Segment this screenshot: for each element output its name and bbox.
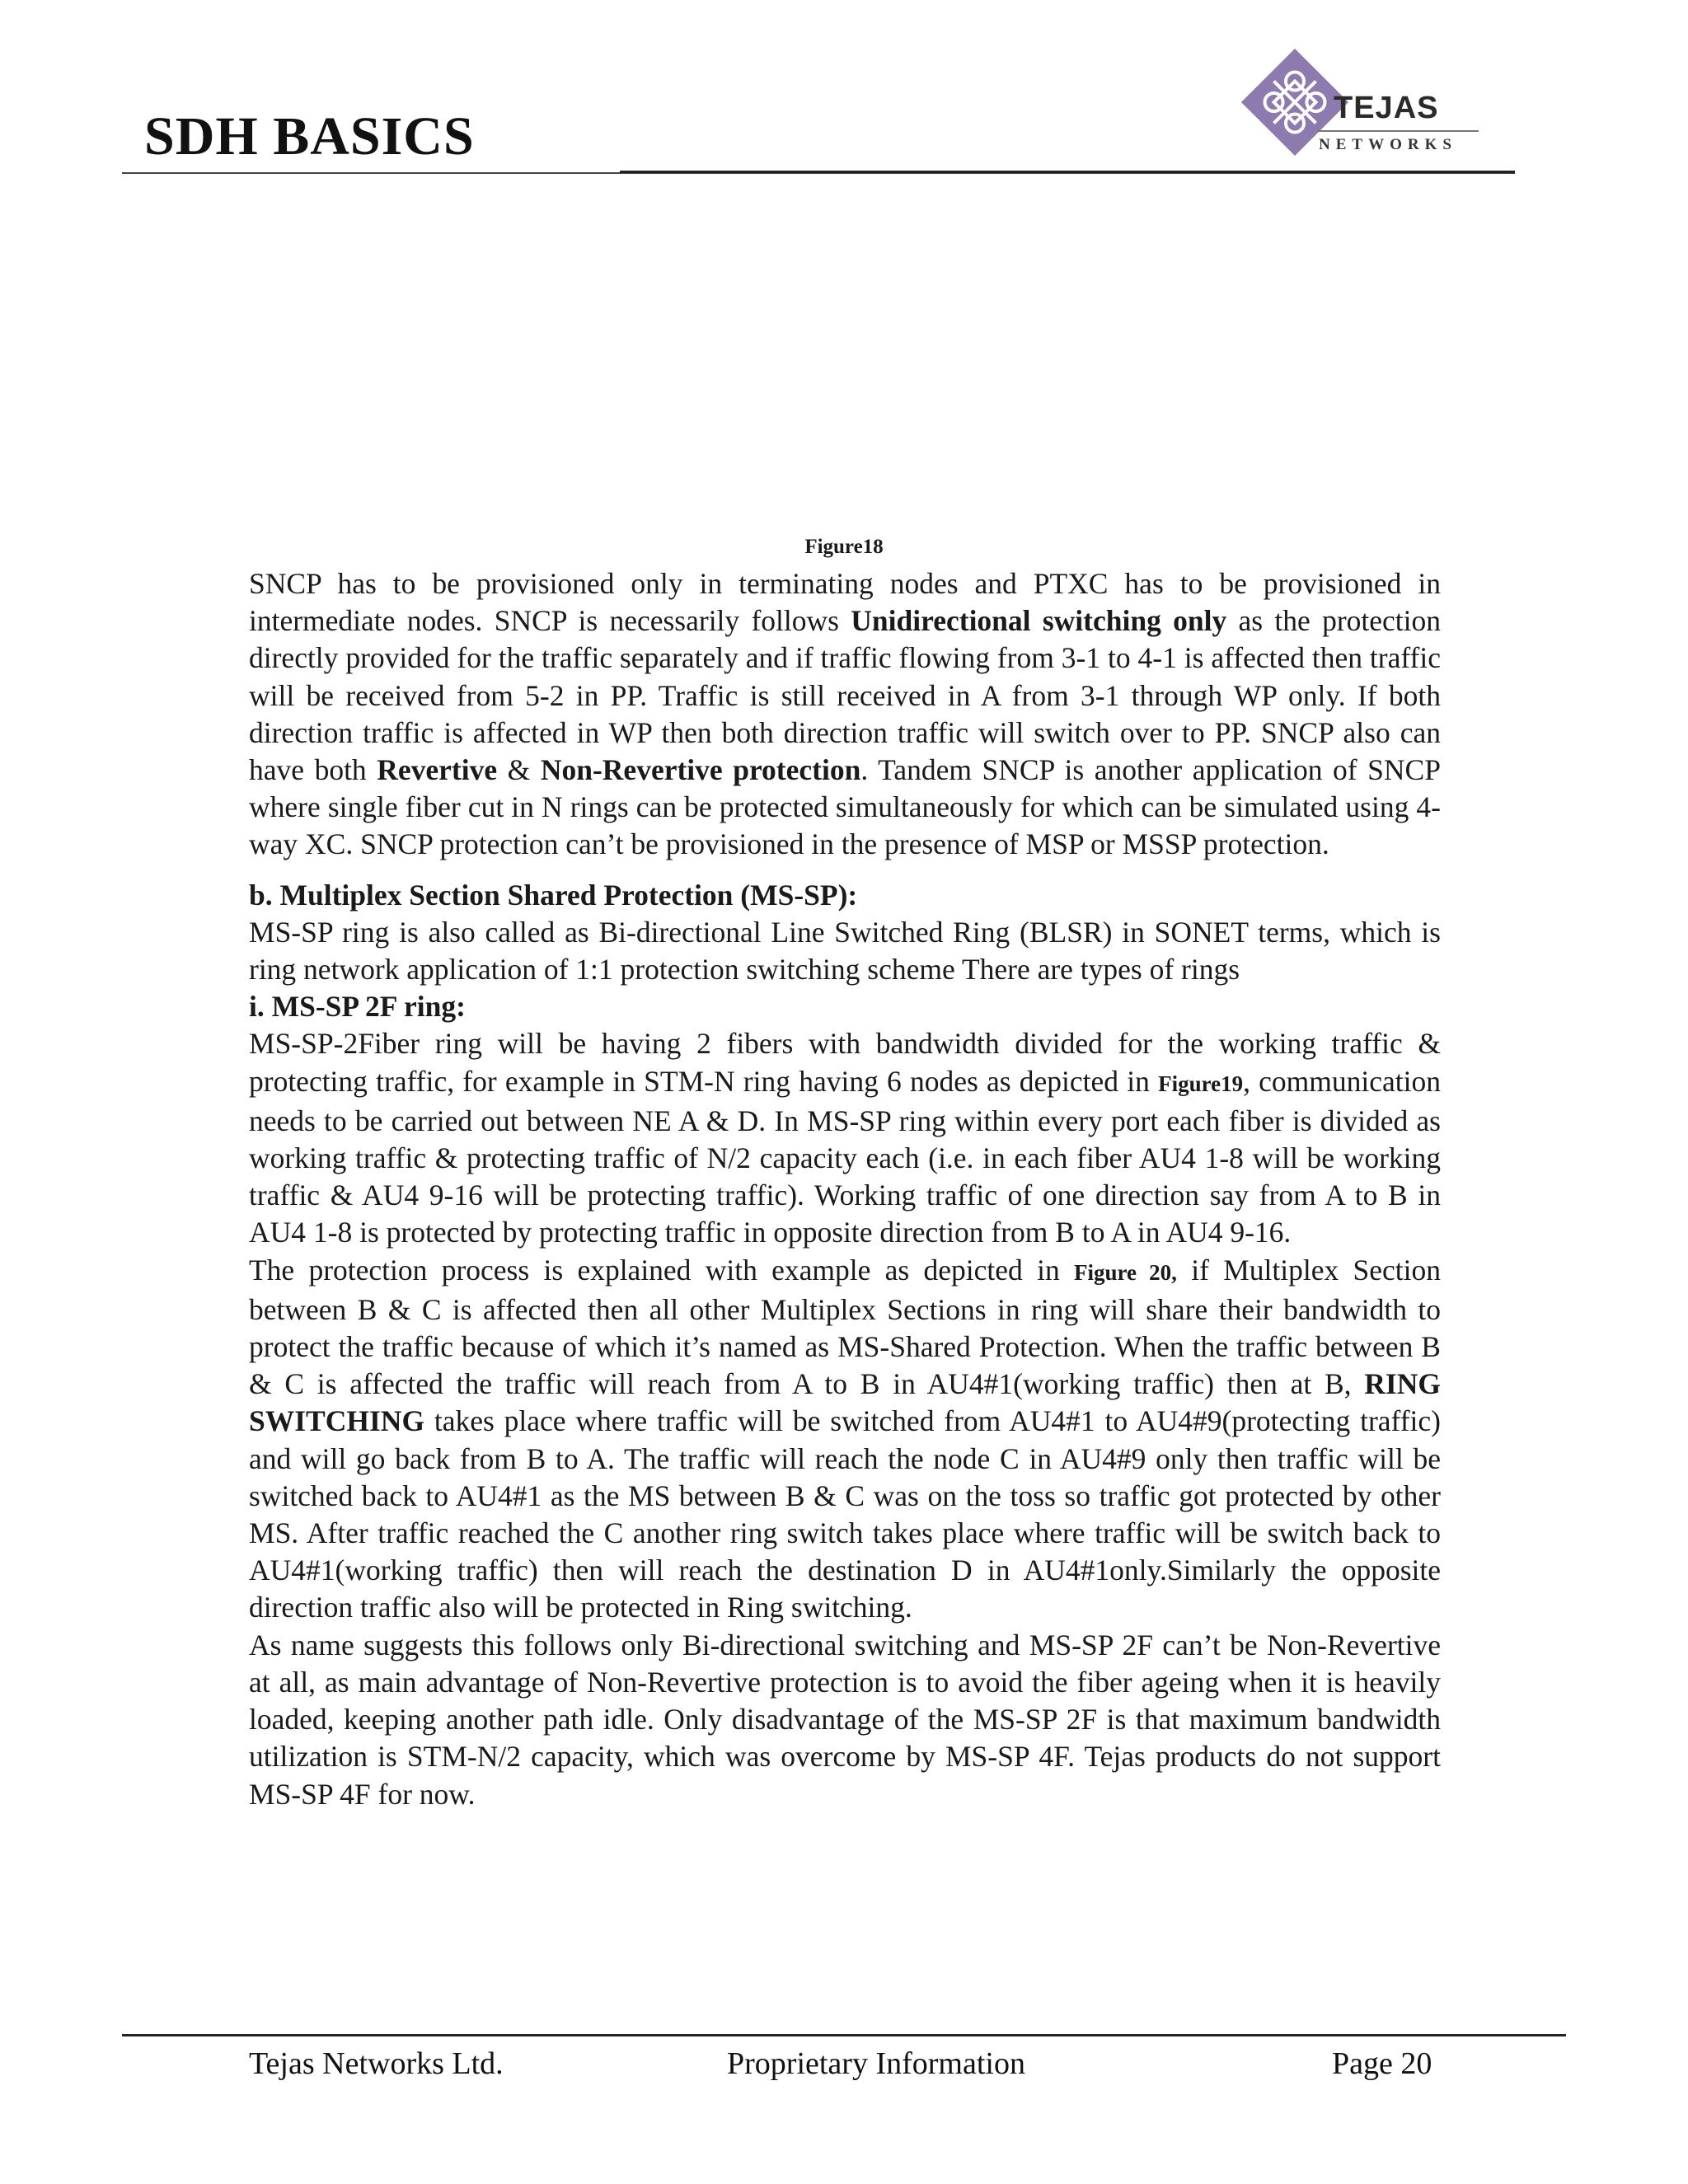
text-run: SNCP has to be provisioned only in terminating nodes and PTXC has to be provisioned in intermediate nodes. SNCP is necessarily follows	[249, 567, 1441, 638]
bold-run: Revertive	[377, 753, 498, 787]
figure-reference: Figure19	[1158, 1071, 1244, 1096]
footer-company: Tejas Networks Ltd.	[249, 2046, 504, 2081]
paragraph-ms-sp-2f	[249, 1025, 1441, 1251]
header-rule-thick	[620, 171, 1515, 173]
footer-rule	[122, 2034, 1566, 2036]
figure-caption: Figure18	[804, 536, 884, 558]
bold-run: Non-Revertive protection	[540, 753, 861, 787]
text-run: , communication needs to be carried out between NE A & D. In MS-SP ring within every port each fiber is divided as working traffic & protecting traffic of N/2 capacity each (i.e. in each fiber AU4 1-8 will be working traffic & AU4 9-16 will be protecting traffic). Working traffic of one direction say from A to B in AU4 1-8 is protected by protecting traffic in opposite direction from B to A in AU4 9-16.	[249, 1064, 1441, 1249]
section-heading-i	[249, 988, 1441, 1025]
paragraph-bidirectional: As name suggests this follows only Bi-directional switching and MS-SP 2F can’t be Non-Revertive at all, as main advantage of Non-Revertive protection is to avoid the fiber ageing when it is heavily loaded, keeping another path idle. Only disadvantage of the MS-SP 2F is that maximum bandwidth utilization is STM-N/2 capacity, which was overcome by MS-SP 4F. Tejas products do not support MS-SP 4F for now.	[249, 1628, 1441, 1811]
section-heading-b	[249, 877, 1441, 914]
text-run: . Tandem SNCP is another application of SNCP where single fiber cut in N rings can be protected simultaneously for which can be simulated using 4-way XC. SNCP protection can’t be provisioned in the presence of MSP or MSSP protection.	[249, 753, 1441, 861]
logo-wordmark: TEJAS	[1334, 91, 1439, 125]
heading-text: b. Multiplex Section Shared Protection (MS-SP):	[249, 878, 858, 912]
logo-divider	[1317, 130, 1479, 132]
paragraph-protection-process	[249, 1252, 1441, 1627]
body-content	[249, 565, 1441, 1813]
text-run: &	[497, 753, 541, 787]
footer-page-number: Page 20	[1332, 2046, 1432, 2081]
text-run: as the protection directly provided for the traffic separately and if traffic flowing from 3-1 to 4-1 is affected then traffic will be received from 5-2 in PP. Traffic is still received in A from 3-1 through WP only. If both direction traffic is affected in WP then both direction traffic will switch over to PP. SNCP also can have both	[249, 604, 1441, 787]
logo-subtitle: NETWORKS	[1319, 136, 1457, 153]
bold-run: Unidirectional switching only	[851, 604, 1227, 638]
text-run: MS-SP-2Fiber ring will be having 2 fibers with bandwidth divided for the working traffic & protecting traffic, for example in STM-N ring having 6 nodes as depicted in	[249, 1027, 1441, 1098]
heading-text: i. MS-SP 2F ring:	[249, 990, 466, 1024]
bold-run: RING SWITCHING	[249, 1367, 1441, 1438]
page-header-title: SDH BASICS	[144, 106, 475, 166]
text-run: takes place where traffic will be switched from AU4#1 to AU4#9(protecting traffic) and will go back from B to A. The traffic will reach the node C in AU4#9 only then traffic will be switched back to AU4#1 as the MS between B & C was on the toss so traffic got protected by other MS. After traffic reached the C another ring switch takes place where traffic will be switch back to AU4#1(working traffic) then will reach the destination D in AU4#1only.Similarly the opposite direction traffic also will be protected in Ring switching.	[249, 1404, 1441, 1624]
text-run: if Multiplex Section between B & C is affected then all other Multiplex Sections in ring will share their bandwidth to protect the traffic because of which it’s named as MS-Shared Protection. When the traffic between B & C is affected the traffic will reach from A to B in AU4#1(working traffic) then at B,	[249, 1253, 1441, 1401]
text-run: The protection process is explained with example as depicted in	[249, 1253, 1074, 1286]
figure-reference: Figure 20,	[1074, 1259, 1177, 1285]
paragraph-ms-sp: MS-SP ring is also called as Bi-directional Line Switched Ring (BLSR) in SONET terms, which is ring network application of 1:1 protection switching scheme There are types of rings	[249, 915, 1441, 987]
footer-proprietary: Proprietary Information	[727, 2046, 1025, 2081]
paragraph-sncp	[249, 565, 1441, 864]
